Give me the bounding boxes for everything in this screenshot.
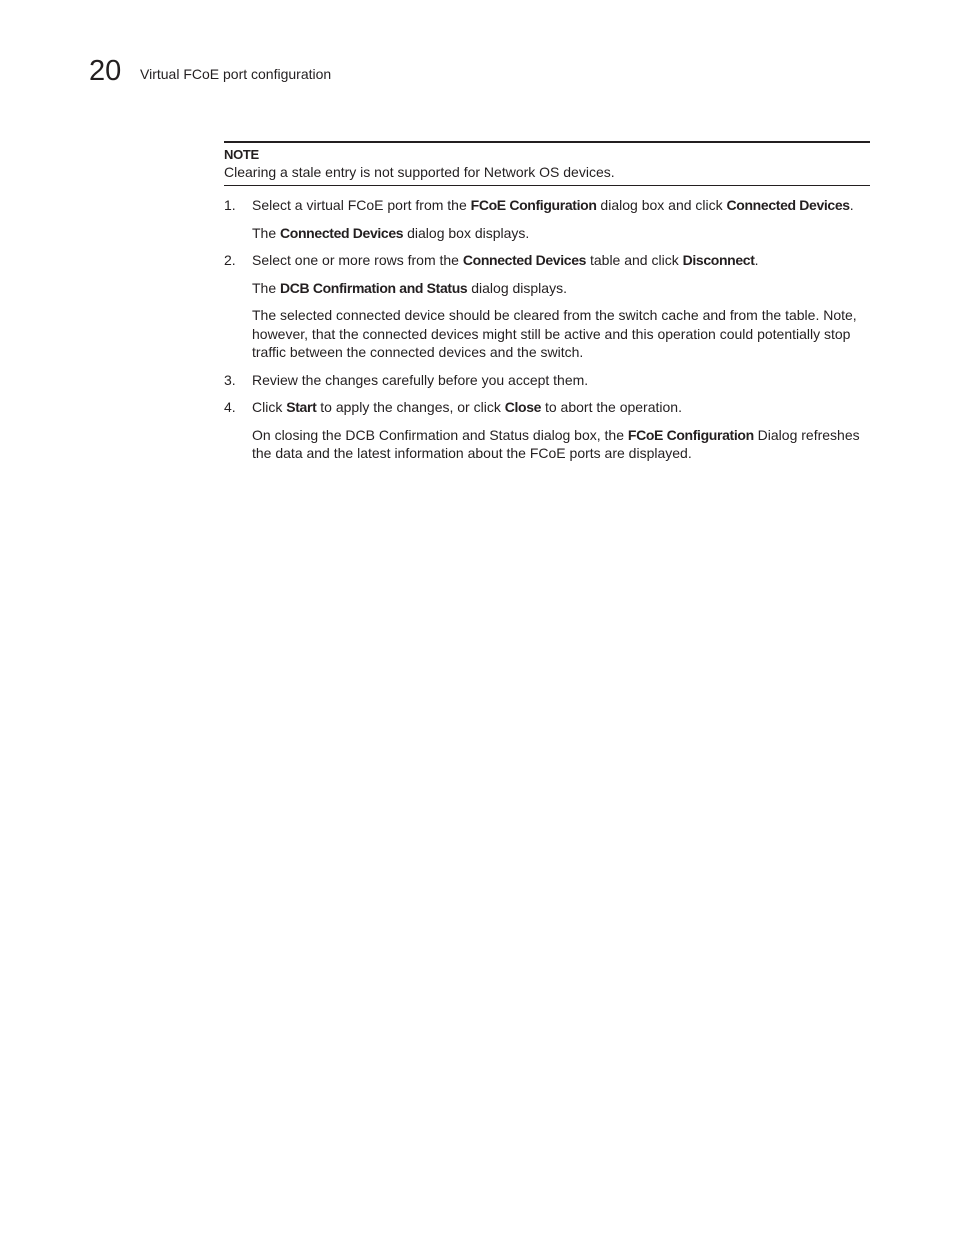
step-text: On closing the DCB Confirmation and Status dialog box, the FCoE Configuration Dialog refreshes the data and the latest information about the FCoE ports are displayed. <box>252 426 860 461</box>
step-1-result <box>224 224 870 243</box>
ui-reference: Close <box>504 399 542 415</box>
step-text: The DCB Confirmation and Status dialog displays. <box>252 279 567 296</box>
note-text: Clearing a stale entry is not supported for Network OS devices. <box>224 164 615 180</box>
step-4 <box>224 398 870 417</box>
ui-reference: Connected Devices <box>462 252 587 268</box>
step-2-explanation <box>224 306 870 362</box>
step-number: 2. <box>224 252 236 268</box>
step-number: 4. <box>224 399 236 415</box>
chapter-title: Virtual FCoE port configuration <box>140 66 332 82</box>
ui-reference: FCoE Configuration <box>627 426 754 443</box>
step-number: 1. <box>224 197 236 213</box>
step-4-result <box>224 426 870 463</box>
step-1 <box>224 196 870 215</box>
step-text: Select a virtual FCoE port from the FCoE Configuration dialog box and click Connected Devices. <box>252 197 854 213</box>
step-text: The selected connected device should be cleared from the switch cache and from the table. Note, however, that the connected devices might still be active and this operation could potentially stop traffic between the connected devices and the switch. <box>252 307 857 360</box>
note-box <box>224 141 870 186</box>
step-text: The Connected Devices dialog box displays. <box>252 224 530 241</box>
step-3 <box>224 371 870 390</box>
ui-reference: Connected Devices <box>726 197 850 213</box>
step-number: 3. <box>224 371 236 388</box>
step-text: Select one or more rows from the Connected Devices table and click Disconnect. <box>252 252 759 268</box>
ui-reference: FCoE Configuration <box>470 197 597 213</box>
chapter-number: 20 <box>89 55 122 87</box>
procedure-steps <box>224 196 870 463</box>
ui-reference: Connected Devices <box>280 224 404 241</box>
ui-reference: Start <box>286 399 317 415</box>
ui-reference: DCB Confirmation and Status <box>280 279 468 296</box>
step-text: Click Start to apply the changes, or click Close to abort the operation. <box>252 399 682 415</box>
ui-reference: Disconnect <box>682 252 755 268</box>
step-text: Review the changes carefully before you accept them. <box>252 371 589 388</box>
note-heading: NOTE <box>224 147 259 162</box>
step-2 <box>224 251 870 270</box>
step-2-result <box>224 279 870 298</box>
